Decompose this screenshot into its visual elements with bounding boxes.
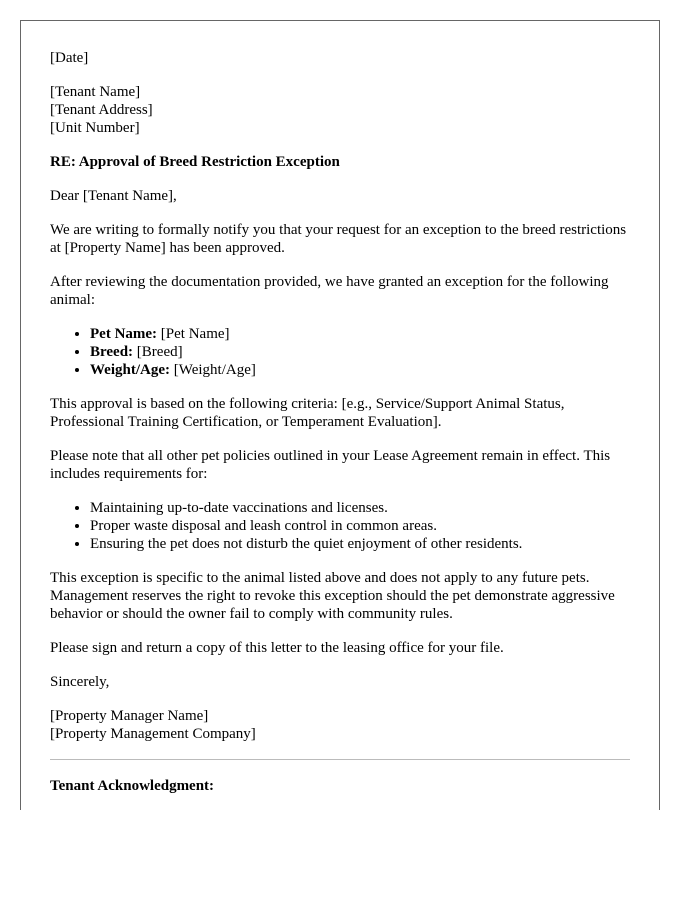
requirement-item: • Maintaining up-to-date vaccinations and licenses.: [90, 499, 630, 517]
requirements-list: [50, 499, 630, 553]
pet-detail-item: [90, 361, 630, 379]
requirement-item: • Proper waste disposal and leash control in common areas.: [90, 517, 630, 535]
pet-detail-label: Weight/Age:: [90, 362, 170, 378]
pet-detail-value: [Weight/Age]: [170, 362, 256, 378]
recipient-block: [50, 83, 630, 137]
criteria-paragraph: This approval is based on the following criteria: [e.g., Service/Support Animal Status, Professional Training Certification, or Temperament Evaluation].: [50, 396, 565, 430]
requirement-item: • Ensuring the pet does not disturb the quiet enjoyment of other residents.: [90, 535, 630, 553]
pet-details-list: [50, 325, 630, 379]
pet-detail-item: [90, 325, 630, 343]
signature-block: [50, 707, 630, 743]
recipient-address: [Tenant Address]: [50, 102, 153, 118]
recipient-unit: [Unit Number]: [50, 120, 140, 136]
recipient-name: [Tenant Name]: [50, 84, 141, 100]
specific-paragraph: This exception is specific to the animal listed above and does not apply to any future pets. Management reserves the right to revoke this exception should the pet demonstrate aggressive behavior or should the owner fail to comply with community rules.: [50, 570, 615, 622]
pet-detail-item: [90, 343, 630, 361]
company-name: [Property Management Company]: [50, 726, 256, 742]
pet-detail-label: Breed:: [90, 344, 134, 360]
intro-paragraph: We are writing to formally notify you that your request for an exception to the breed restrictions at [Property Name] has been approved.: [50, 222, 627, 256]
salutation: Dear [Tenant Name],: [50, 188, 177, 204]
pet-detail-value: [Breed]: [133, 344, 183, 360]
policies-paragraph: Please note that all other pet policies outlined in your Lease Agreement remain in effect. This includes requirements for:: [50, 448, 611, 482]
return-paragraph: Please sign and return a copy of this letter to the leasing office for your file.: [50, 640, 504, 656]
letter-content: [21, 21, 659, 795]
subject-line: RE: Approval of Breed Restriction Exception: [50, 154, 340, 170]
pet-detail-label: Pet Name:: [90, 326, 158, 342]
review-paragraph: After reviewing the documentation provided, we have granted an exception for the following animal:: [50, 274, 609, 308]
acknowledgment-heading: Tenant Acknowledgment:: [50, 778, 215, 794]
divider: [50, 759, 630, 760]
closing: Sincerely,: [50, 674, 110, 690]
manager-name: [Property Manager Name]: [50, 708, 209, 724]
pet-detail-value: [Pet Name]: [157, 326, 230, 342]
letter-date: [Date]: [50, 50, 89, 66]
letter-page: [20, 20, 660, 810]
